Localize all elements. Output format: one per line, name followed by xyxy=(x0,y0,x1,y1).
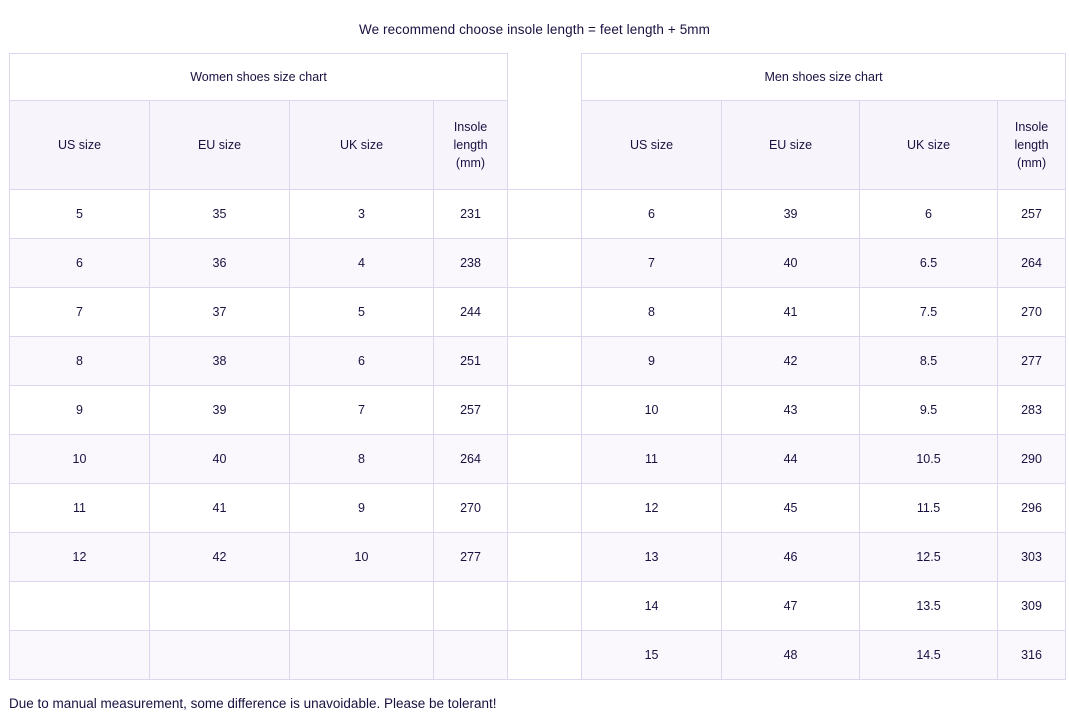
column-spacer xyxy=(508,54,582,101)
table-row xyxy=(10,484,1066,533)
women-eu-value: 41 xyxy=(150,484,290,533)
women-eu-value xyxy=(150,631,290,680)
table-row xyxy=(10,337,1066,386)
column-spacer xyxy=(508,190,582,239)
men-us-value: 14 xyxy=(582,582,722,631)
men-uk-value: 11.5 xyxy=(860,484,998,533)
men-uk-value: 14.5 xyxy=(860,631,998,680)
men-insole-value: 316 xyxy=(998,631,1066,680)
men-insole-value: 303 xyxy=(998,533,1066,582)
men-insole-value: 296 xyxy=(998,484,1066,533)
women-insole-value: 277 xyxy=(434,533,508,582)
men-header-us: US size xyxy=(582,101,722,190)
column-spacer xyxy=(508,101,582,190)
women-insole-value: 264 xyxy=(434,435,508,484)
men-eu-value: 43 xyxy=(722,386,860,435)
men-insole-value: 270 xyxy=(998,288,1066,337)
women-uk-value: 7 xyxy=(290,386,434,435)
table-row xyxy=(10,239,1066,288)
women-us-value xyxy=(10,631,150,680)
column-spacer xyxy=(508,631,582,680)
women-uk-value: 8 xyxy=(290,435,434,484)
women-insole-value: 257 xyxy=(434,386,508,435)
table-row xyxy=(10,190,1066,239)
women-insole-value: 251 xyxy=(434,337,508,386)
women-eu-value: 40 xyxy=(150,435,290,484)
men-uk-value: 9.5 xyxy=(860,386,998,435)
chart-titles-row xyxy=(10,54,1066,101)
men-us-value: 10 xyxy=(582,386,722,435)
men-header-eu: EU size xyxy=(722,101,860,190)
women-header-eu: EU size xyxy=(150,101,290,190)
women-us-value xyxy=(10,582,150,631)
men-us-value: 11 xyxy=(582,435,722,484)
women-uk-value: 3 xyxy=(290,190,434,239)
women-uk-value: 4 xyxy=(290,239,434,288)
table-row xyxy=(10,631,1066,680)
men-us-value: 7 xyxy=(582,239,722,288)
men-eu-value: 40 xyxy=(722,239,860,288)
women-header-insole: Insole length (mm) xyxy=(434,101,508,190)
column-headers-row xyxy=(10,101,1066,190)
table-row xyxy=(10,582,1066,631)
table-row xyxy=(10,288,1066,337)
men-us-value: 13 xyxy=(582,533,722,582)
men-eu-value: 46 xyxy=(722,533,860,582)
column-spacer xyxy=(508,288,582,337)
men-uk-value: 13.5 xyxy=(860,582,998,631)
column-spacer xyxy=(508,435,582,484)
women-insole-value xyxy=(434,631,508,680)
women-eu-value xyxy=(150,582,290,631)
women-uk-value: 10 xyxy=(290,533,434,582)
women-insole-value xyxy=(434,582,508,631)
men-us-value: 15 xyxy=(582,631,722,680)
men-insole-value: 283 xyxy=(998,386,1066,435)
column-spacer xyxy=(508,239,582,288)
men-uk-value: 6.5 xyxy=(860,239,998,288)
size-chart-table xyxy=(9,53,1066,680)
men-us-value: 6 xyxy=(582,190,722,239)
men-uk-value: 10.5 xyxy=(860,435,998,484)
women-us-value: 11 xyxy=(10,484,150,533)
column-spacer xyxy=(508,337,582,386)
men-uk-value: 7.5 xyxy=(860,288,998,337)
women-us-value: 5 xyxy=(10,190,150,239)
women-eu-value: 35 xyxy=(150,190,290,239)
top-note: We recommend choose insole length = feet length + 5mm xyxy=(359,22,710,37)
women-insole-value: 238 xyxy=(434,239,508,288)
women-uk-value: 9 xyxy=(290,484,434,533)
table-row xyxy=(10,386,1066,435)
men-eu-value: 42 xyxy=(722,337,860,386)
women-us-value: 6 xyxy=(10,239,150,288)
column-spacer xyxy=(508,533,582,582)
men-uk-value: 6 xyxy=(860,190,998,239)
women-uk-value xyxy=(290,582,434,631)
men-insole-value: 264 xyxy=(998,239,1066,288)
women-us-value: 7 xyxy=(10,288,150,337)
men-uk-value: 8.5 xyxy=(860,337,998,386)
women-eu-value: 37 xyxy=(150,288,290,337)
men-header-uk: UK size xyxy=(860,101,998,190)
men-us-value: 8 xyxy=(582,288,722,337)
women-uk-value: 6 xyxy=(290,337,434,386)
men-us-value: 12 xyxy=(582,484,722,533)
men-insole-value: 309 xyxy=(998,582,1066,631)
women-header-us: US size xyxy=(10,101,150,190)
women-eu-value: 36 xyxy=(150,239,290,288)
women-eu-value: 38 xyxy=(150,337,290,386)
men-us-value: 9 xyxy=(582,337,722,386)
women-insole-value: 270 xyxy=(434,484,508,533)
bottom-note: Due to manual measurement, some difference is unavoidable. Please be tolerant! xyxy=(9,696,497,711)
women-uk-value: 5 xyxy=(290,288,434,337)
men-eu-value: 48 xyxy=(722,631,860,680)
men-eu-value: 47 xyxy=(722,582,860,631)
men-eu-value: 39 xyxy=(722,190,860,239)
men-header-insole: Insole length (mm) xyxy=(998,101,1066,190)
table-row xyxy=(10,435,1066,484)
men-insole-value: 290 xyxy=(998,435,1066,484)
men-insole-value: 257 xyxy=(998,190,1066,239)
women-us-value: 10 xyxy=(10,435,150,484)
men-uk-value: 12.5 xyxy=(860,533,998,582)
women-header-uk: UK size xyxy=(290,101,434,190)
women-eu-value: 42 xyxy=(150,533,290,582)
men-eu-value: 44 xyxy=(722,435,860,484)
men-eu-value: 41 xyxy=(722,288,860,337)
women-us-value: 12 xyxy=(10,533,150,582)
column-spacer xyxy=(508,484,582,533)
women-insole-value: 231 xyxy=(434,190,508,239)
column-spacer xyxy=(508,582,582,631)
women-chart-title: Women shoes size chart xyxy=(10,54,508,101)
table-row xyxy=(10,533,1066,582)
women-us-value: 8 xyxy=(10,337,150,386)
women-uk-value xyxy=(290,631,434,680)
women-insole-value: 244 xyxy=(434,288,508,337)
women-us-value: 9 xyxy=(10,386,150,435)
women-eu-value: 39 xyxy=(150,386,290,435)
men-chart-title: Men shoes size chart xyxy=(582,54,1066,101)
men-eu-value: 45 xyxy=(722,484,860,533)
column-spacer xyxy=(508,386,582,435)
men-insole-value: 277 xyxy=(998,337,1066,386)
